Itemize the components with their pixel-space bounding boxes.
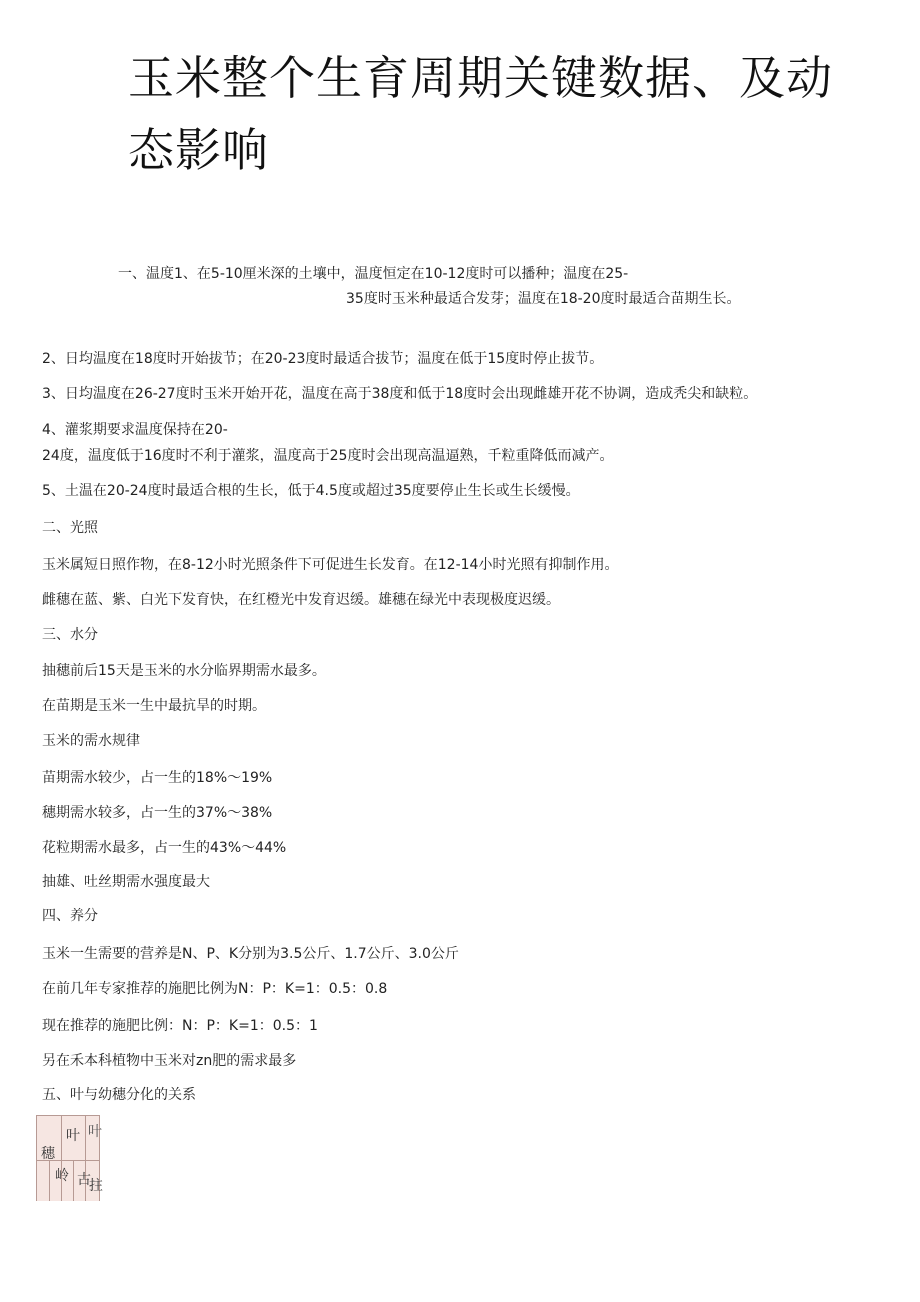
table-cell: 叶 [88, 1124, 102, 1140]
temperature-item-5: 5、土温在20-24度时最适合根的生长，低于4.5度或超过35度要停止生长或生长缓慢。 [42, 483, 580, 499]
water-paragraph-3: 玉米的需水规律 [42, 733, 140, 749]
nutrients-paragraph-4: 另在禾本科植物中玉米对zn肥的需求最多 [42, 1053, 297, 1069]
water-heading: 三、水分 [42, 627, 98, 643]
water-paragraph-4: 苗期需水较少，占一生的18%～19% [42, 770, 273, 786]
temperature-item-4-line1: 4、灌浆期要求温度保持在20- [42, 422, 228, 438]
table-cell: 叶 [66, 1128, 80, 1144]
nutrients-paragraph-2: 在前几年专家推荐的施肥比例为N：P：K=1：0.5：0.8 [42, 981, 388, 997]
water-paragraph-2: 在苗期是玉米一生中最抗旱的时期。 [42, 698, 266, 714]
water-paragraph-7: 抽雄、吐丝期需水强度最大 [42, 874, 210, 890]
temperature-item-3: 3、日均温度在26-27度时玉米开始开花，温度在高于38度和低于18度时会出现雌雄开花不协调，造成秃尖和缺粒。 [42, 386, 758, 402]
nutrients-paragraph-3: 现在推荐的施肥比例：N：P：K=1：0.5：1 [42, 1018, 318, 1034]
water-paragraph-1: 抽穗前后15天是玉米的水分临界期需水最多。 [42, 663, 326, 679]
light-paragraph-2: 雌穗在蓝、紫、白光下发育快，在红橙光中发育迟缓。雄穗在绿光中表现极度迟缓。 [42, 592, 560, 608]
water-paragraph-6: 花粒期需水最多，占一生的43%～44% [42, 840, 287, 856]
nutrients-heading: 四、养分 [42, 908, 98, 924]
temperature-item-4-line2: 24度，温度低于16度时不利于灌浆，温度高于25度时会出现高温逼熟，千粒重降低而减产。 [42, 448, 614, 464]
leaf-ear-table-fragment [36, 1115, 103, 1201]
water-paragraph-5: 穗期需水较多，占一生的37%～38% [42, 805, 273, 821]
table-cell: 岭 [55, 1168, 69, 1184]
leaf-ear-heading: 五、叶与幼穗分化的关系 [42, 1087, 196, 1103]
light-heading: 二、光照 [42, 520, 98, 536]
page-title: 玉米整个生育周期关键数据、及动态影响 [128, 51, 833, 177]
light-paragraph-1: 玉米属短日照作物，在8-12小时光照条件下可促进生长发育。在12-14小时光照有抑制作用。 [42, 557, 619, 573]
temperature-item-2: 2、日均温度在18度时开始拔节；在20-23度时最适合拔节；温度在低于15度时停止拔节。 [42, 351, 604, 367]
nutrients-paragraph-1: 玉米一生需要的营养是N、P、K分别为3.5公斤、1.7公斤、3.0公斤 [42, 946, 459, 962]
table-cell: 穗 [41, 1146, 55, 1162]
table-cell: 拄 [89, 1178, 103, 1194]
temperature-heading-line2: 35度时玉米种最适合发芽；温度在18-20度时最适合苗期生长。 [346, 291, 741, 307]
table-cell: 古 [77, 1172, 91, 1188]
temperature-heading-line1: 一、温度1、在5-10厘米深的土壤中，温度恒定在10-12度时可以播种；温度在25- [118, 266, 629, 282]
